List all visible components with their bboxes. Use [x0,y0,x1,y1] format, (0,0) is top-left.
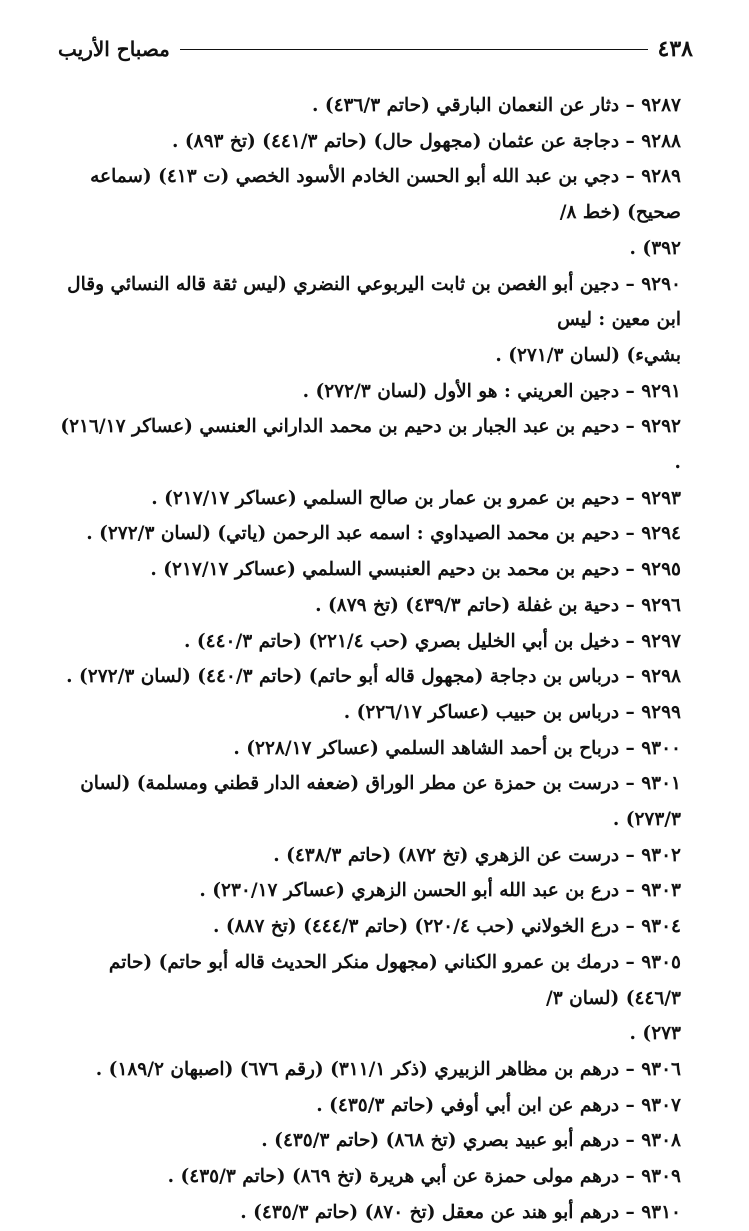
entry-9287 [56,88,681,124]
entry-9295 [56,552,681,588]
entry-text: ٩٢٩٣ – دحيم بن عمرو بن عمار بن صالح السلمي (عساكر ٢١٧/١٧) . [151,487,681,509]
entry-list [56,88,681,1231]
entry-9306 [56,1052,681,1088]
entry-9302 [56,838,681,874]
entry-text: ٩٢٩٠ – دجين أبو الغصن بن ثابت اليربوعي النضري (ليس ثقة قاله النسائي وقال ابن معين : ليس [67,273,681,331]
entry-9298 [56,659,681,695]
entry-text: ٩٢٨٩ – دجي بن عبد الله أبو الحسن الخادم الأسود الخصي (ت ٤١٣) (سماعه صحيح) (خط ٨/ [90,166,681,224]
entry-text: ٩٢٩٩ – درباس بن حبيب (عساكر ٢٢٦/١٧) . [343,701,681,723]
page-number: ٤٣٨ [657,36,693,62]
entry-continuation: ٢٧٣) . [629,1023,681,1045]
entry-text: ٩٣٠٩ – درهم مولى حمزة عن أبي هريرة (تخ ٨٦٩) (حاتم ٤٣٥/٣) . [167,1166,681,1188]
header-rule [180,49,648,50]
entry-9303 [56,873,681,909]
entry-text: ٩٣٠٦ – درهم بن مظاهر الزبيري (ذكر ٣١١/١) (رقم ٦٧٦) (اصبهان ١٨٩/٢) . [95,1058,681,1080]
entry-9291 [56,374,681,410]
entry-continuation: ٣٩٢) . [629,237,681,259]
entry-text: ٩٢٨٧ – دثار عن النعمان البارقي (حاتم ٤٣٦/٣) . [311,95,681,116]
entry-9300 [56,731,681,767]
entry-9304 [56,909,681,945]
entry-9309 [56,1159,681,1195]
entry-9305 [56,945,681,1052]
entry-9288 [56,124,681,160]
entry-9307 [56,1088,681,1124]
entry-text: ٩٣١٠ – درهم أبو هند عن معقل (تخ ٨٧٠) (حاتم ٤٣٥/٣) . [240,1201,681,1223]
entry-9289 [56,159,681,266]
entry-text: ٩٣٠٠ – درباح بن أحمد الشاهد السلمي (عساكر ٢٢٨/١٧) . [233,737,681,759]
entry-text: ٩٣٠٧ – درهم عن ابن أبي أوفي (حاتم ٤٣٥/٣) . [316,1094,681,1116]
entry-text: ٩٢٩٦ – دحية بن غفلة (حاتم ٤٣٩/٣) (تخ ٨٧٩) . [315,594,681,616]
entry-9297 [56,624,681,660]
entry-9293 [56,481,681,517]
entry-text: ٩٢٩٧ – دخيل بن أبي الخليل بصري (حب ٢٢١/٤) (حاتم ٤٤٠/٣) . [184,630,681,652]
entry-text: ٩٣٠٣ – درع بن عبد الله أبو الحسن الزهري (عساكر ٢٣٠/١٧) . [199,880,681,902]
entry-9308 [56,1123,681,1159]
entry-text: ٩٣٠٢ – درست عن الزهري (تخ ٨٧٢) (حاتم ٤٣٨/٣) . [273,844,681,866]
entry-9310 [56,1195,681,1231]
entry-9294 [56,516,681,552]
page-header [58,34,693,64]
entry-text: ٩٣٠١ – درست بن حمزة عن مطر الوراق (ضعفه الدار قطني ومسلمة) (لسان ٢٧٣/٣) . [80,773,681,831]
entry-9290 [56,267,681,374]
entry-text: ٩٣٠٤ – درع الخولاني (حب ٢٢٠/٤) (حاتم ٤٤٤/٣) (تخ ٨٨٧) . [212,916,681,938]
entry-9299 [56,695,681,731]
entry-9301 [56,766,681,837]
entry-text: ٩٢٩٢ – دحيم بن عبد الجبار بن دحيم بن محمد الداراني العنسي (عساكر ٢١٦/١٧) . [60,416,681,474]
entry-text: ٩٢٩٤ – دحيم بن محمد الصيداوي : اسمه عبد الرحمن (ياتي) (لسان ٢٧٢/٣) . [86,523,681,545]
entry-text: ٩٢٩١ – دجين العريني : هو الأول (لسان ٢٧٢/٣) . [302,380,681,402]
entry-text: ٩٢٨٨ – دجاجة عن عثمان (مجهول حال) (حاتم ٤٤١/٣) (تخ ٨٩٣) . [172,130,681,152]
book-title: مصباح الأريب [58,37,170,61]
entry-9292 [56,409,681,480]
entry-9296 [56,588,681,624]
entry-text: ٩٣٠٥ – درمك بن عمرو الكناني (مجهول منكر الحديث قاله أبو حاتم) (حاتم ٤٤٦/٣) (لسان ٣/ [108,951,681,1009]
entry-text: ٩٢٩٥ – دحيم بن محمد بن دحيم العنبسي السلمي (عساكر ٢١٧/١٧) . [150,559,681,581]
entry-continuation: بشيء) (لسان ٢٧١/٣) . [495,344,681,366]
entry-text: ٩٣٠٨ – درهم أبو عبيد بصري (تخ ٨٦٨) (حاتم ٤٣٥/٣) . [261,1130,681,1152]
entry-text: ٩٢٩٨ – درباس بن دجاجة (مجهول قاله أبو حاتم) (حاتم ٤٤٠/٣) (لسان ٢٧٢/٣) . [66,666,681,688]
